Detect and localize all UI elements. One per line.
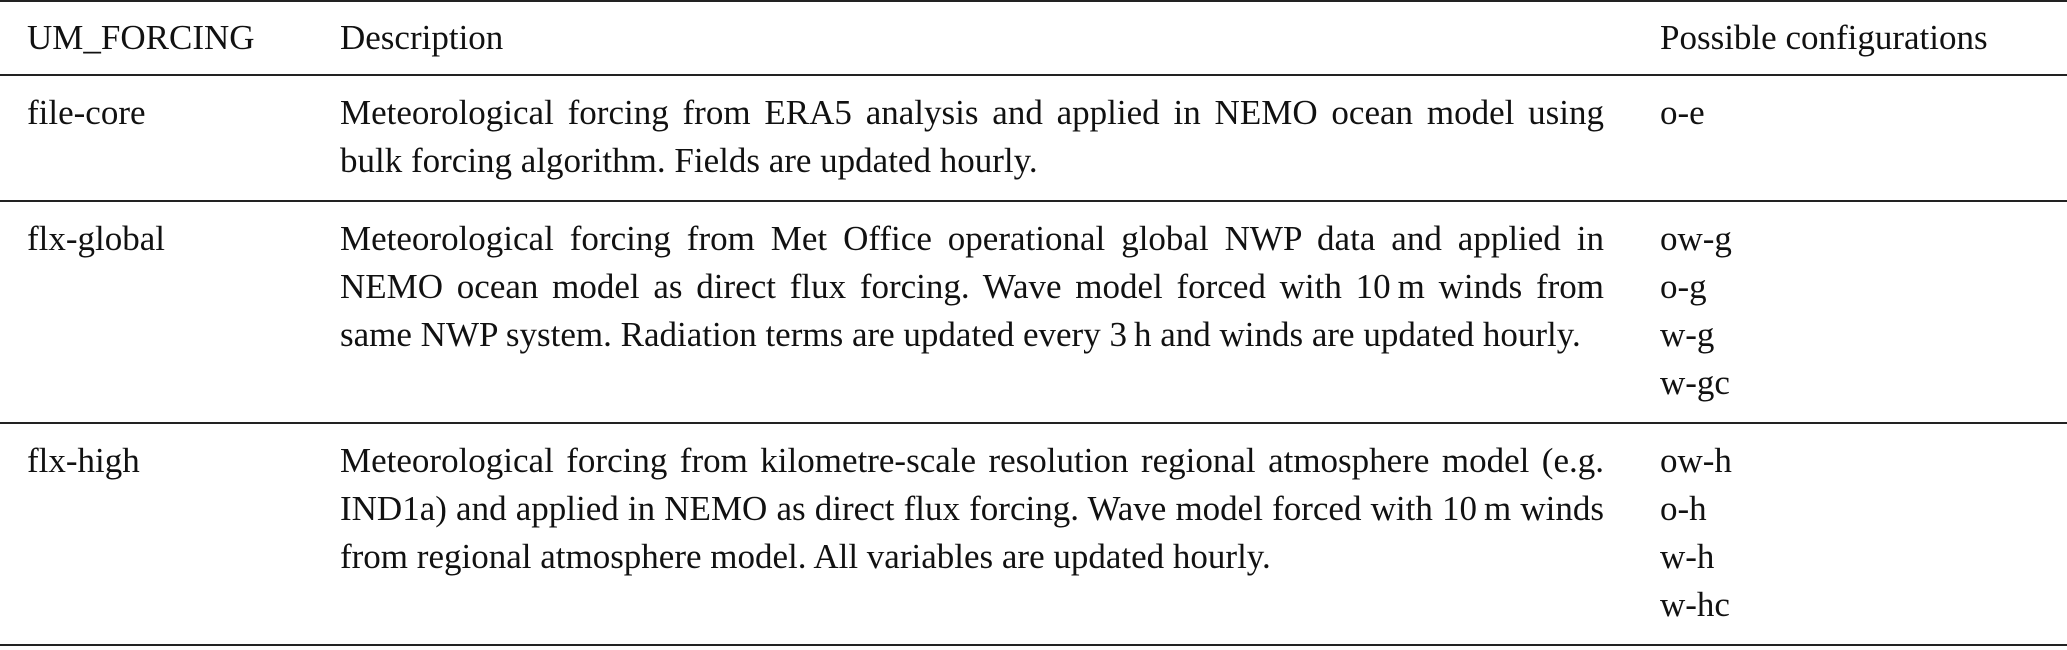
row-key: flx-global xyxy=(27,219,166,258)
config-item: o-h xyxy=(1660,489,1707,528)
config-item: w-g xyxy=(1660,315,1715,354)
header-row xyxy=(0,1,2067,75)
row-description-cell xyxy=(340,423,1660,645)
header-um-forcing: UM_FORCING xyxy=(27,18,255,57)
config-item: o-g xyxy=(1660,267,1707,306)
table-header xyxy=(0,1,2067,75)
config-item: o-e xyxy=(1660,93,1705,132)
row-description-cell xyxy=(340,201,1660,423)
table-row xyxy=(0,201,2067,423)
config-item: w-hc xyxy=(1660,585,1730,624)
table-row xyxy=(0,75,2067,201)
row-description-cell xyxy=(340,75,1660,201)
row-configurations xyxy=(1660,75,2067,201)
row-description: Meteorological forcing from ERA5 analysis and applied in NEMO ocean model using bulk forcing algorithm. Fields are updated hourly. xyxy=(340,93,1604,180)
table-row xyxy=(0,423,2067,645)
row-configurations xyxy=(1660,201,2067,423)
config-item: w-gc xyxy=(1660,363,1730,402)
header-possible-configurations: Possible configurations xyxy=(1660,18,1988,57)
row-configurations xyxy=(1660,423,2067,645)
config-item: ow-g xyxy=(1660,219,1732,258)
row-key: flx-high xyxy=(27,441,140,480)
config-item: w-h xyxy=(1660,537,1715,576)
row-key: file-core xyxy=(27,93,146,132)
row-description: Meteorological forcing from kilometre-scale resolution regional atmosphere model (e.g. IND1a) and applied in NEMO as direct flux forcing. Wave model forced with 10 m winds from regional atmosphere model. All variables are updated hourly. xyxy=(340,441,1604,576)
config-item: ow-h xyxy=(1660,441,1732,480)
table-body xyxy=(0,75,2067,645)
row-description: Meteorological forcing from Met Office operational global NWP data and applied in NEMO ocean model as direct flux forcing. Wave model forced with 10 m winds from same NWP system. Radiation terms are updated every 3 h and winds are updated hourly. xyxy=(340,219,1604,354)
header-description: Description xyxy=(340,18,504,57)
